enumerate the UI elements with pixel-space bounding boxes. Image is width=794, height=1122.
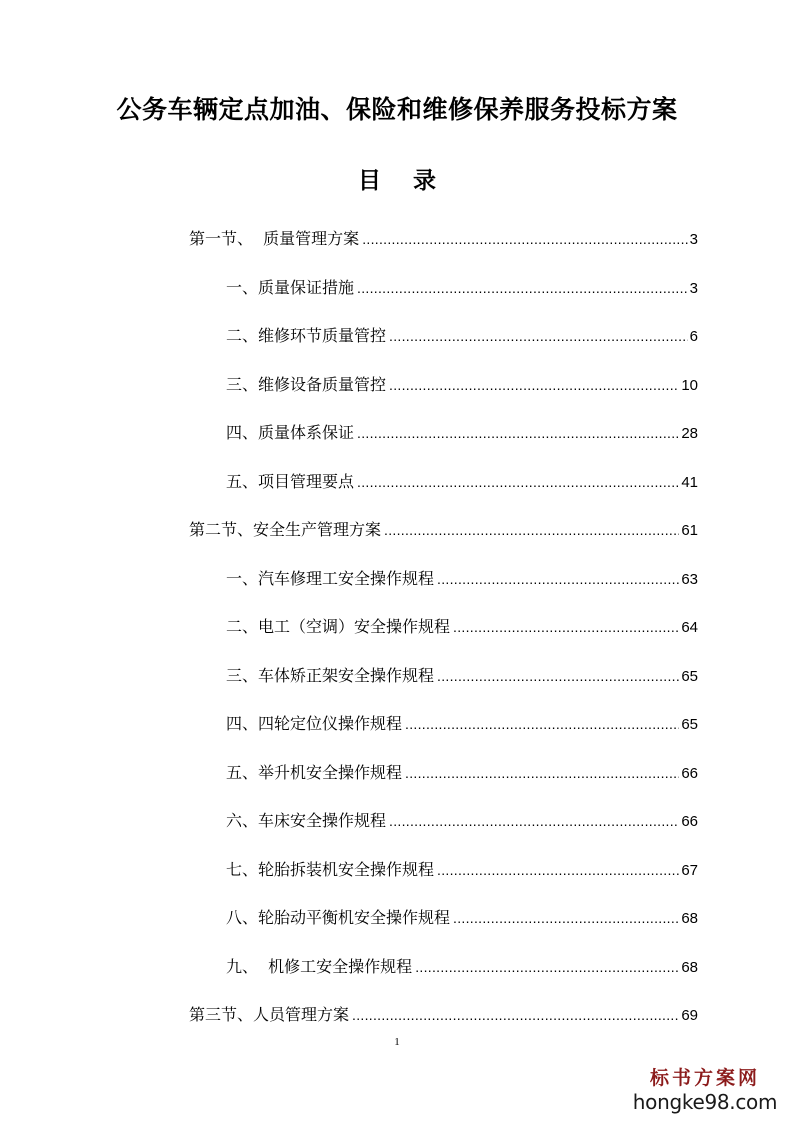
toc-entry-label: 八、轮胎动平衡机安全操作规程 [226, 908, 451, 927]
toc-dot-leader [389, 808, 679, 834]
toc-entry-page-number: 6 [689, 328, 698, 345]
toc-entry[interactable] [226, 760, 698, 786]
toc-entry[interactable] [226, 566, 698, 592]
toc-entry-label: 一、质量保证措施 [226, 278, 355, 297]
toc-entry-label: 五、举升机安全操作规程 [226, 763, 403, 782]
toc-entry[interactable] [226, 711, 698, 737]
toc-entry-label: 五、项目管理要点 [226, 472, 355, 491]
toc-heading: 目 录 [357, 168, 437, 194]
toc-dot-leader [389, 323, 688, 349]
toc-entry[interactable] [189, 226, 698, 252]
toc-entry-page-number: 66 [681, 765, 698, 782]
toc-dot-leader [384, 517, 679, 543]
toc-dot-leader [357, 469, 679, 495]
toc-entry-page-number: 66 [681, 813, 698, 830]
toc-dot-leader [405, 711, 679, 737]
toc-entry-label: 第三节、人员管理方案 [189, 1005, 350, 1024]
watermark-url: hongke98.com [632, 1090, 778, 1114]
toc-entry-page-number: 63 [681, 571, 698, 588]
toc-entry[interactable] [226, 663, 698, 689]
toc-entry[interactable] [226, 857, 698, 883]
toc-dot-leader [437, 857, 679, 883]
toc-entry-label: 六、车床安全操作规程 [226, 811, 387, 830]
toc-dot-leader [352, 1002, 679, 1028]
toc-entry[interactable] [226, 954, 698, 980]
toc-entry-label: 一、汽车修理工安全操作规程 [226, 569, 435, 588]
toc-entry-label: 七、轮胎拆装机安全操作规程 [226, 860, 435, 879]
toc-dot-leader [357, 420, 679, 446]
toc-dot-leader [389, 372, 679, 398]
toc-entry-label: 第一节、 质量管理方案 [189, 229, 360, 248]
toc-entry-label: 四、质量体系保证 [226, 423, 355, 442]
footer-page-number: 1 [394, 1036, 400, 1048]
toc-entry-page-number: 10 [681, 377, 698, 394]
toc-entry-page-number: 65 [681, 716, 698, 733]
toc-entry-label: 三、维修设备质量管控 [226, 375, 387, 394]
watermark-site-name: 标书方案网 [649, 1067, 760, 1089]
document-title: 公务车辆定点加油、保险和维修保养服务投标方案 [116, 95, 678, 124]
toc-entry-page-number: 64 [681, 619, 698, 636]
toc-entry[interactable] [226, 614, 698, 640]
toc-entry-page-number: 41 [681, 474, 698, 491]
toc-entry-page-number: 61 [681, 522, 698, 539]
toc-entry[interactable] [226, 323, 698, 349]
toc-entry-page-number: 3 [689, 231, 698, 248]
toc-entry[interactable] [226, 469, 698, 495]
toc-entry-label: 二、电工（空调）安全操作规程 [226, 617, 451, 636]
toc-dot-leader [357, 275, 688, 301]
toc-entry[interactable] [226, 372, 698, 398]
toc-entry-page-number: 68 [681, 910, 698, 927]
toc-entry[interactable] [226, 420, 698, 446]
toc-entry[interactable] [189, 1002, 698, 1028]
toc-entry-page-number: 3 [689, 280, 698, 297]
watermark-logo [630, 1066, 780, 1114]
toc-dot-leader [415, 954, 679, 980]
toc-entry-page-number: 67 [681, 862, 698, 879]
toc-entry-label: 第二节、安全生产管理方案 [189, 520, 382, 539]
toc-entry-label: 四、四轮定位仪操作规程 [226, 714, 403, 733]
toc-dot-leader [362, 226, 687, 252]
toc-entry-page-number: 68 [681, 959, 698, 976]
toc-entry-page-number: 69 [681, 1007, 698, 1024]
toc-entry[interactable] [226, 905, 698, 931]
toc-dot-leader [437, 566, 679, 592]
toc-entry[interactable] [189, 517, 698, 543]
toc-entry-label: 三、车体矫正架安全操作规程 [226, 666, 435, 685]
toc-dot-leader [405, 760, 679, 786]
toc-entry-label: 九、 机修工安全操作规程 [226, 957, 413, 976]
toc-entry[interactable] [226, 808, 698, 834]
toc-entry-page-number: 28 [681, 425, 698, 442]
toc-entry-page-number: 65 [681, 668, 698, 685]
toc-entry-label: 二、维修环节质量管控 [226, 326, 387, 345]
toc-entry[interactable] [226, 275, 698, 301]
toc-dot-leader [453, 614, 679, 640]
toc-dot-leader [437, 663, 679, 689]
toc-dot-leader [453, 905, 679, 931]
